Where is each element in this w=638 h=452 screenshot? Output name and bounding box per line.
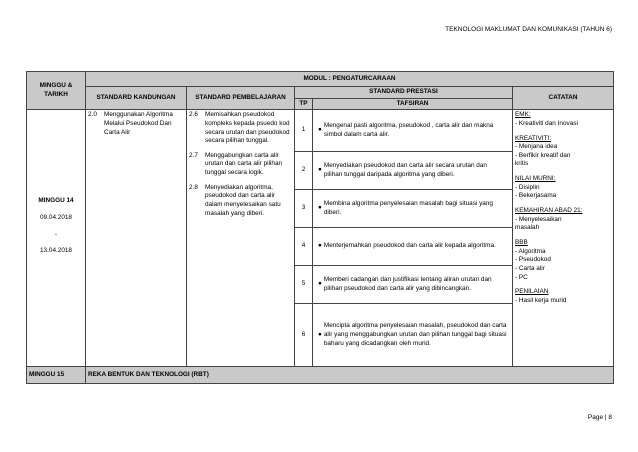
tp-number: 2: [295, 152, 313, 190]
page-number: Page | 8: [587, 414, 612, 421]
bbb-item: - Carta alir: [515, 264, 545, 272]
tafsiran-cell: ● Membina algoritma penyelesaian masalah bagi situasi yang diberi.: [313, 190, 513, 228]
tafsiran-text: Membina algoritma penyelesaian masalah bagi situasi yang diberi.: [323, 200, 493, 216]
tp-number: 4: [295, 228, 313, 266]
week-cell: [27, 110, 86, 367]
week-date-dash: -: [54, 230, 58, 238]
tp-header: TP: [295, 98, 313, 110]
tafsiran-cell: ● Mengenal pasti algoritma, pseudokod , carta alir dan makna simbol dalam carta alir.: [313, 110, 513, 152]
sk-text: Menggunakan Algoritma Melalui Pseudokod Dan Carta Alir: [104, 111, 173, 136]
sp-number: 2.6: [189, 111, 198, 119]
modul-header: MODUL : PENGATURCARAAN: [86, 72, 614, 87]
lesson-plan-table: [26, 71, 614, 384]
tp-number: 1: [295, 110, 313, 152]
bbb-item: - Algoritma: [515, 247, 546, 255]
tafsiran-text: Menyediakan pseudokod dan carta alir secara urutan dan pilihan tunggal daripada algoritma yang diberi.: [323, 162, 487, 178]
sp-text: Memisahkan pseudokod kompleks kepada psuedo kod secara urutan dan pseudokod secara pilihan tunggal.: [205, 111, 290, 145]
tafsiran-text: Memberi cadangan dan justifikasi tentang aliran urutan dan pilihan pseudokod dan carta alir yang dibincangkan.: [323, 276, 492, 292]
tafsiran-text: Mencipta algoritma penyelesaian masalah, pseudokod dan carta alir yang menggabungkan urutan dan pilihan tunggal bagi situasi baharu yang dicadangkan oleh murid.: [323, 322, 507, 347]
tafsiran-text: Mengenal pasti algoritma, pseudokod , carta alir dan makna simbol dalam carta alir.: [323, 122, 494, 138]
kreativiti-item: - Menjana idea: [515, 143, 558, 151]
sp-number: 2.7: [189, 151, 198, 159]
kemahiran-item: - Menyelesaikan: [515, 215, 562, 223]
kreativiti-item: kritis: [515, 160, 529, 168]
tp-number: 6: [295, 304, 313, 367]
tafsiran-cell: ● Memberi cadangan dan justifikasi tentang aliran urutan dan pilihan pseudokod dan carta alir yang dibincangkan.: [313, 266, 513, 304]
tp-number: 5: [295, 266, 313, 304]
emk-title: EMK:: [515, 111, 531, 119]
kreativiti-item: - Berfikir kreatif dan: [515, 151, 571, 159]
bbb-item: - PC: [515, 273, 528, 281]
kemahiran-item: masalah: [515, 224, 540, 232]
penilaian-title: PENILAIAN: [515, 288, 549, 296]
sp-text: Menggabungkan carta alir urutan dan carta alir pilihan tunggal secara logik.: [205, 151, 283, 177]
catatan-cell: [513, 110, 614, 367]
sk-number: 2.0: [88, 111, 97, 119]
tafsiran-cell: ● Menyediakan pseudokod dan carta alir secara urutan dan pilihan tunggal daripada algoritma yang diberi.: [313, 152, 513, 190]
week15-topic: REKA BENTUK DAN TEKNOLOGI (RBT): [86, 367, 614, 384]
tafsiran-header: TAFSIRAN: [313, 98, 513, 110]
tafsiran-text: Menterjemahkan pseudokod dan carta alir kepada algoritma.: [323, 242, 496, 250]
week-start-date: 09.04.2018: [40, 213, 72, 221]
nilai-murni-item: - Disiplin: [515, 183, 540, 191]
document-header: TEKNOLOGI MAKLUMAT DAN KOMUNIKASI (TAHUN 6): [445, 26, 612, 33]
standard-kandungan-header: STANDARD KANDUNGAN: [86, 87, 187, 110]
sp-number: 2.8: [189, 183, 198, 191]
nilai-murni-title: NILAI MURNI:: [515, 175, 556, 183]
kemahiran-title: KEMAHIRAN ABAD 21:: [515, 207, 583, 215]
standard-prestasi-header: STANDARD PRESTASI: [295, 87, 513, 99]
bbb-title: BBB: [515, 238, 528, 246]
standard-pembelajaran-cell: [187, 110, 295, 367]
tp-number: 3: [295, 190, 313, 228]
bbb-item: - Pseudokod: [515, 256, 551, 264]
catatan-header: CATATAN: [513, 87, 614, 110]
week15-label: MINGGU 15: [27, 367, 86, 384]
emk-item: - Kreativiti dan Inovasi: [515, 119, 578, 127]
nilai-murni-item: - Bekerjasama: [515, 192, 557, 200]
penilaian-item: - Hasil kerja murid: [515, 296, 567, 304]
kreativiti-title: KREATIVITI:: [515, 134, 552, 142]
sp-text: Menyediakan algoritma, pseudokod dan carta alir dalam menyelesaikan satu masalah yang diberi.: [205, 183, 281, 217]
tafsiran-cell: ● Mencipta algoritma penyelesaian masalah, pseudokod dan carta alir yang menggabungkan urutan dan pilihan tunggal bagi situasi baharu yang dicadangkan oleh murid.: [313, 304, 513, 367]
tafsiran-cell: ● Menterjemahkan pseudokod dan carta alir kepada algoritma.: [313, 228, 513, 266]
week-end-date: 13.04.2018: [40, 247, 72, 255]
standard-kandungan-cell: [86, 110, 187, 367]
standard-pembelajaran-header: STANDARD PEMBELAJARAN: [187, 87, 295, 110]
minggu-tarikh-header: MINGGU & TARIKH: [27, 72, 86, 110]
week-label: MINGGU 14: [38, 197, 74, 205]
